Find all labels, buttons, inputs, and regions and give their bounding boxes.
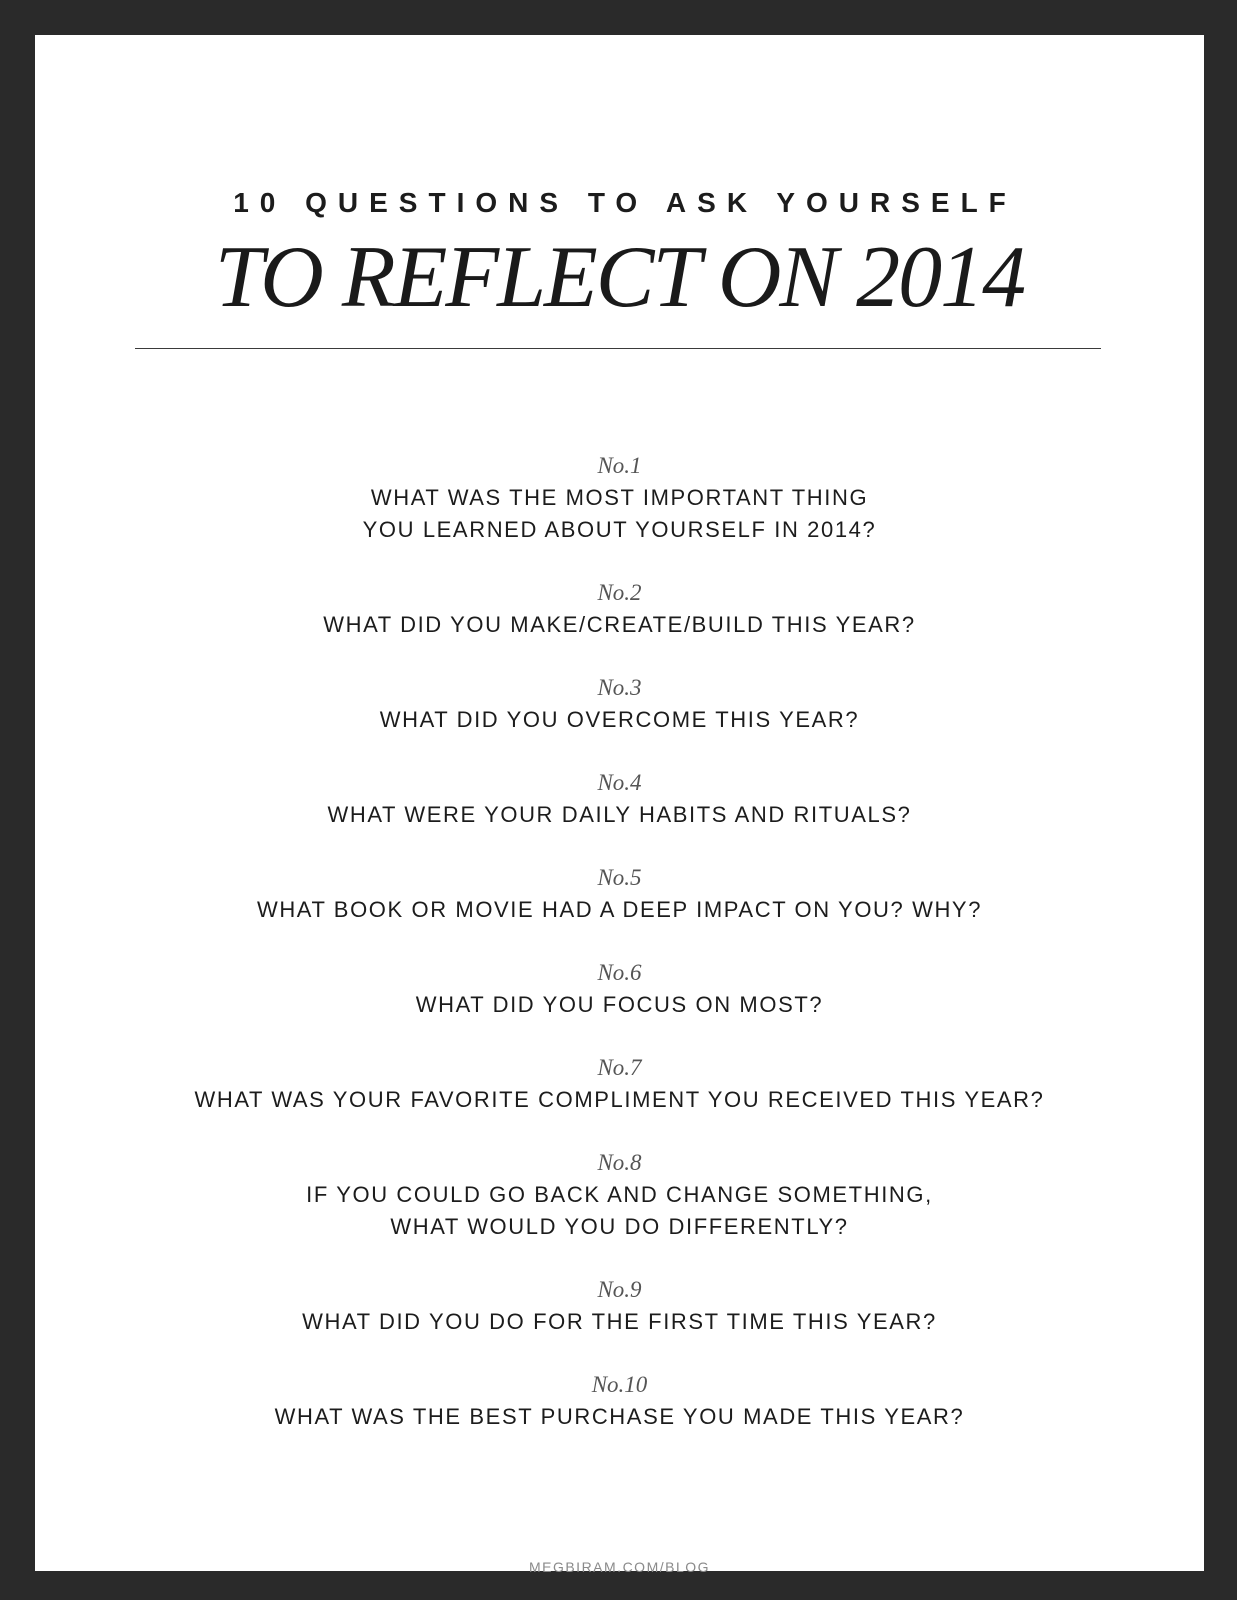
question-number: No.8: [597, 1150, 642, 1175]
question-number: No.6: [597, 960, 642, 985]
question-text: WHAT WAS THE MOST IMPORTANT THING: [370, 485, 869, 510]
question-item: [35, 767, 1204, 831]
question-text: WHAT DID YOU DO FOR THE FIRST TIME THIS YEAR?: [302, 1309, 937, 1334]
question-text: WHAT WOULD YOU DO DIFFERENTLY?: [390, 1214, 849, 1239]
question-item: [35, 672, 1204, 736]
question-number: No.9: [597, 1277, 642, 1302]
question-text: WHAT WERE YOUR DAILY HABITS AND RITUALS?: [327, 802, 912, 827]
question-number: No.1: [597, 453, 642, 478]
question-number: No.4: [597, 770, 642, 795]
question-text: WHAT WAS YOUR FAVORITE COMPLIMENT YOU RECEIVED THIS YEAR?: [194, 1087, 1045, 1112]
question-item: [35, 450, 1204, 546]
question-item: [35, 957, 1204, 1021]
question-number: No.2: [597, 580, 642, 605]
printable-page: [35, 35, 1204, 1575]
question-number: No.3: [597, 675, 642, 700]
question-number: No.10: [591, 1372, 648, 1397]
question-text: WHAT WAS THE BEST PURCHASE YOU MADE THIS YEAR?: [274, 1404, 965, 1429]
question-list: [35, 450, 1204, 1433]
question-text: IF YOU COULD GO BACK AND CHANGE SOMETHING,: [306, 1182, 933, 1207]
question-item: [35, 1147, 1204, 1243]
divider: [135, 348, 1101, 349]
question-text: WHAT DID YOU MAKE/CREATE/BUILD THIS YEAR?: [323, 612, 916, 637]
page-title: TO REFLECT ON 2014: [214, 229, 1025, 326]
question-text: WHAT DID YOU FOCUS ON MOST?: [415, 992, 824, 1017]
question-number: No.5: [597, 865, 642, 890]
question-text: WHAT DID YOU OVERCOME THIS YEAR?: [379, 707, 860, 732]
question-item: [35, 1369, 1204, 1433]
question-item: [35, 1274, 1204, 1338]
footer-url: MEGBIRAM.COM/BLOG: [528, 1559, 711, 1575]
page-kicker: 10 QUESTIONS TO ASK YOURSELF: [233, 187, 1017, 218]
question-item: [35, 1052, 1204, 1116]
question-item: [35, 577, 1204, 641]
question-text: YOU LEARNED ABOUT YOURSELF IN 2014?: [362, 517, 877, 542]
question-text: WHAT BOOK OR MOVIE HAD A DEEP IMPACT ON YOU? WHY?: [256, 897, 983, 922]
question-item: [35, 862, 1204, 926]
question-number: No.7: [597, 1055, 642, 1080]
